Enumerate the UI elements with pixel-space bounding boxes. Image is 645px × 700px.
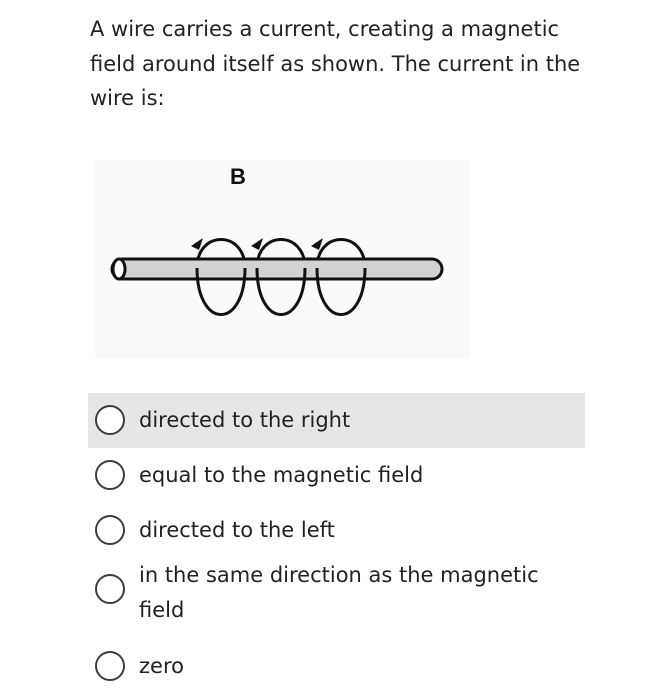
- field-arrow-icon: [251, 238, 263, 250]
- answer-options: [88, 393, 585, 694]
- option-label: directed to the right: [139, 408, 351, 432]
- radio-button[interactable]: [95, 405, 125, 435]
- wire-magnetic-field-figure: [95, 160, 470, 358]
- field-arrow-icon: [311, 238, 323, 250]
- option-label: in the same direction as the magnetic field: [139, 563, 539, 622]
- magnetic-field-label: B: [230, 164, 246, 189]
- option-zero[interactable]: [88, 639, 585, 694]
- option-same-direction-as-field[interactable]: [88, 558, 585, 639]
- radio-button[interactable]: [95, 651, 125, 681]
- option-label: zero: [139, 654, 184, 678]
- option-directed-left[interactable]: [88, 503, 585, 558]
- radio-button[interactable]: [95, 574, 125, 604]
- option-equal-to-field[interactable]: [88, 448, 585, 503]
- option-label: equal to the magnetic field: [139, 463, 424, 487]
- field-arrow-icon: [191, 238, 203, 250]
- radio-button[interactable]: [95, 515, 125, 545]
- option-label: directed to the left: [139, 518, 335, 542]
- radio-button[interactable]: [95, 460, 125, 490]
- option-directed-right[interactable]: [88, 393, 585, 448]
- wire-diagram-icon: [95, 160, 470, 358]
- question-text: A wire carries a current, creating a magnetic field around itself as shown. The current in the wire is:: [90, 17, 581, 110]
